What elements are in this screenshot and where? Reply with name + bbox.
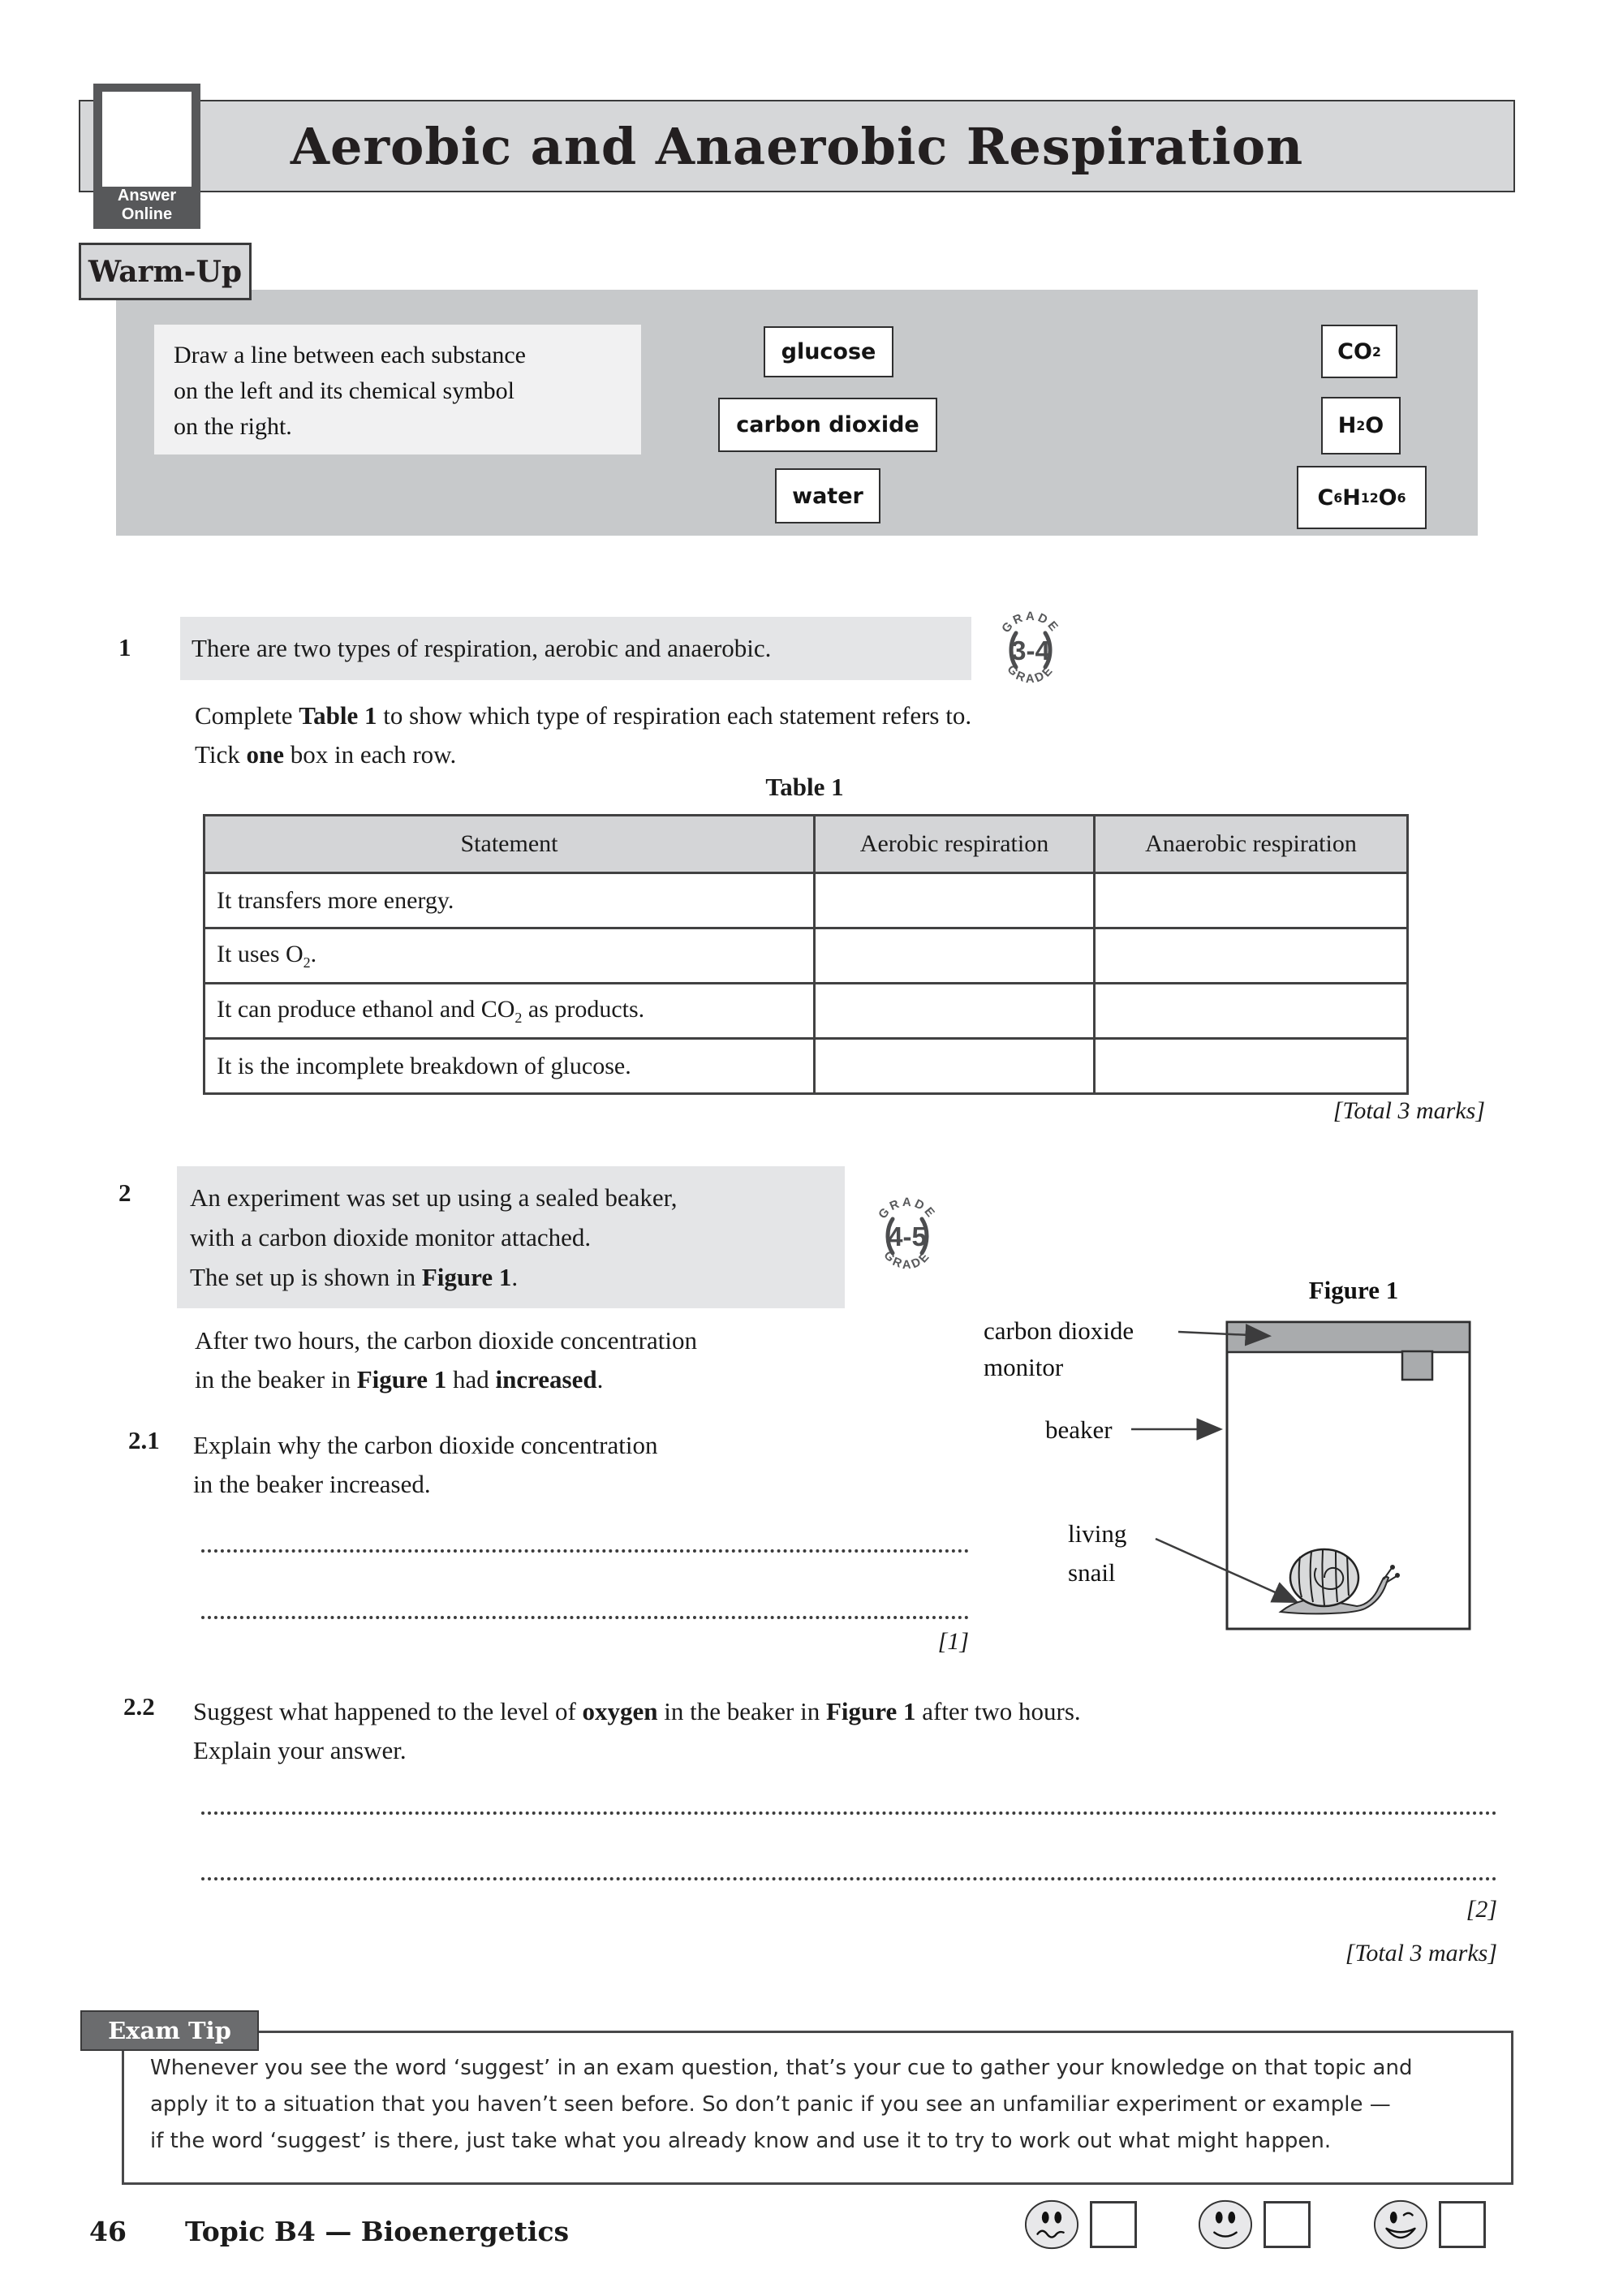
- tick-cell-aerobic-2[interactable]: [815, 928, 1095, 984]
- statement-cell: It can produce ethanol and $CO_2$ as products.: [204, 984, 815, 1039]
- match-symbol-co2[interactable]: CO 2: [1321, 325, 1397, 378]
- sad-face-icon: [1024, 2199, 1079, 2251]
- q1-number: 1: [118, 633, 131, 661]
- grade-badge-3-4: [991, 610, 1070, 690]
- tick-cell-anaerobic-2[interactable]: [1095, 928, 1408, 984]
- exam-tip-badge: Exam Tip: [80, 2010, 259, 2051]
- svg-text:GRADE: GRADE: [880, 1248, 934, 1273]
- self-assess-checkbox-sad[interactable]: [1090, 2201, 1137, 2248]
- table-row: [204, 1039, 1408, 1094]
- q2-number: 2: [118, 1178, 131, 1207]
- title-banner: [79, 100, 1515, 192]
- answer-line[interactable]: [201, 1874, 1497, 1880]
- match-substance-glucose[interactable]: glucose: [764, 326, 893, 377]
- q2-2-marks: [2]: [1466, 1896, 1497, 1923]
- q1-total-marks: [Total 3 marks]: [1332, 1097, 1485, 1124]
- match-substance-water[interactable]: water: [775, 468, 880, 523]
- table1-header-statement: Statement: [204, 816, 815, 873]
- q2-2-text: Suggest what happened to the level of oxygen in the beaker in Figure 1 after two hours. Explain your answer.: [193, 1697, 1081, 1764]
- answer-online-badge[interactable]: [93, 84, 200, 229]
- q1-intro: There are two types of respiration, aerobic and anaerobic.: [180, 617, 971, 680]
- match-substance-carbon-dioxide[interactable]: carbon dioxide: [718, 398, 937, 452]
- footer-topic: Topic B4 — Bioenergetics: [185, 2216, 570, 2247]
- page-title: Aerobic and Anaerobic Respiration: [290, 116, 1304, 176]
- table1-caption: Table 1: [765, 773, 844, 801]
- self-assess-checkbox-neutral[interactable]: [1264, 2201, 1311, 2248]
- statement-cell: It transfers more energy.: [204, 873, 815, 928]
- monitor-lid-shape: [1227, 1322, 1470, 1352]
- svg-text:3-4: 3-4: [1011, 635, 1050, 666]
- warm-up-badge: Warm-Up: [79, 243, 252, 300]
- tick-cell-aerobic-4[interactable]: [815, 1039, 1095, 1094]
- answer-line[interactable]: [201, 1613, 969, 1619]
- figure1: [974, 1266, 1485, 1633]
- q2-after-text: After two hours, the carbon dioxide concentration in the beaker in Figure 1 had increased.: [195, 1326, 697, 1394]
- q2-1-text: Explain why the carbon dioxide concentration in the beaker increased.: [193, 1431, 658, 1498]
- tick-cell-anaerobic-4[interactable]: [1095, 1039, 1408, 1094]
- answer-line[interactable]: [201, 1546, 969, 1553]
- q2-1-marks: [1]: [937, 1628, 969, 1655]
- statement-cell: It is the incomplete breakdown of glucose.: [204, 1039, 815, 1094]
- grade-badge-4-5: [867, 1196, 947, 1276]
- answer-online-tick-box[interactable]: [102, 92, 192, 187]
- warm-up-instruction: Draw a line between each substance on the left and its chemical symbol on the right.: [154, 325, 641, 454]
- self-assess-checkbox-happy[interactable]: [1439, 2201, 1486, 2248]
- table-row: [204, 984, 1408, 1039]
- monitor-label-line2: monitor: [984, 1353, 1064, 1381]
- table1-header-row: [204, 816, 1408, 873]
- table-row: [204, 873, 1408, 928]
- page-number: 46: [89, 2216, 127, 2247]
- table1-header-anaerobic: Anaerobic respiration: [1095, 816, 1408, 873]
- svg-text:GRADE: GRADE: [876, 1196, 939, 1222]
- q2-intro: An experiment was set up using a sealed beaker, with a carbon dioxide monitor attached. The set up is shown in Figure 1.: [177, 1166, 845, 1308]
- match-symbol-h2o[interactable]: H 2 O: [1321, 397, 1401, 454]
- table1: [203, 814, 1409, 1095]
- svg-text:4-5: 4-5: [888, 1221, 927, 1251]
- q2-1-number: 2.1: [128, 1426, 160, 1454]
- snail-label-line2: snail: [1068, 1558, 1116, 1587]
- tick-cell-aerobic-1[interactable]: [815, 873, 1095, 928]
- beaker-label: beaker: [1045, 1415, 1113, 1444]
- snail-label-line1: living: [1068, 1519, 1127, 1548]
- monitor-label-line1: carbon dioxide: [984, 1316, 1134, 1345]
- q1-instructions: Complete Table 1 to show which type of respiration each statement refers to. Tick one box in each row.: [195, 701, 972, 769]
- table-row: [204, 928, 1408, 984]
- table1-header-aerobic: Aerobic respiration: [815, 816, 1095, 873]
- match-symbol-c6h12o6[interactable]: C 6 H 12 O 6: [1297, 466, 1427, 529]
- q2-2-number: 2.2: [123, 1692, 155, 1721]
- tick-cell-anaerobic-3[interactable]: [1095, 984, 1408, 1039]
- svg-text:GRADE: GRADE: [999, 610, 1062, 636]
- answer-line[interactable]: [201, 1808, 1497, 1815]
- q2-total-marks: [Total 3 marks]: [1345, 1940, 1497, 1966]
- figure1-caption: Figure 1: [1308, 1276, 1399, 1304]
- tick-cell-anaerobic-1[interactable]: [1095, 873, 1408, 928]
- statement-cell: It uses $O_2$.: [204, 928, 815, 984]
- svg-text:GRADE: GRADE: [1004, 662, 1057, 687]
- neutral-face-icon: [1198, 2199, 1253, 2251]
- answer-online-label: Answer Online: [117, 187, 177, 223]
- monitor-probe-shape: [1402, 1351, 1432, 1380]
- happy-face-icon: [1373, 2199, 1428, 2251]
- tick-cell-aerobic-3[interactable]: [815, 984, 1095, 1039]
- exam-tip-text: Whenever you see the word ‘suggest’ in an exam question, that’s your cue to gather your knowledge on that topic and apply it to a situation that you haven’t seen before. So don’t panic if you see an unfamiliar experiment or example — if the word ‘suggest’ is there, just take what you already know and use it to try to work out what might happen.: [150, 2056, 1413, 2153]
